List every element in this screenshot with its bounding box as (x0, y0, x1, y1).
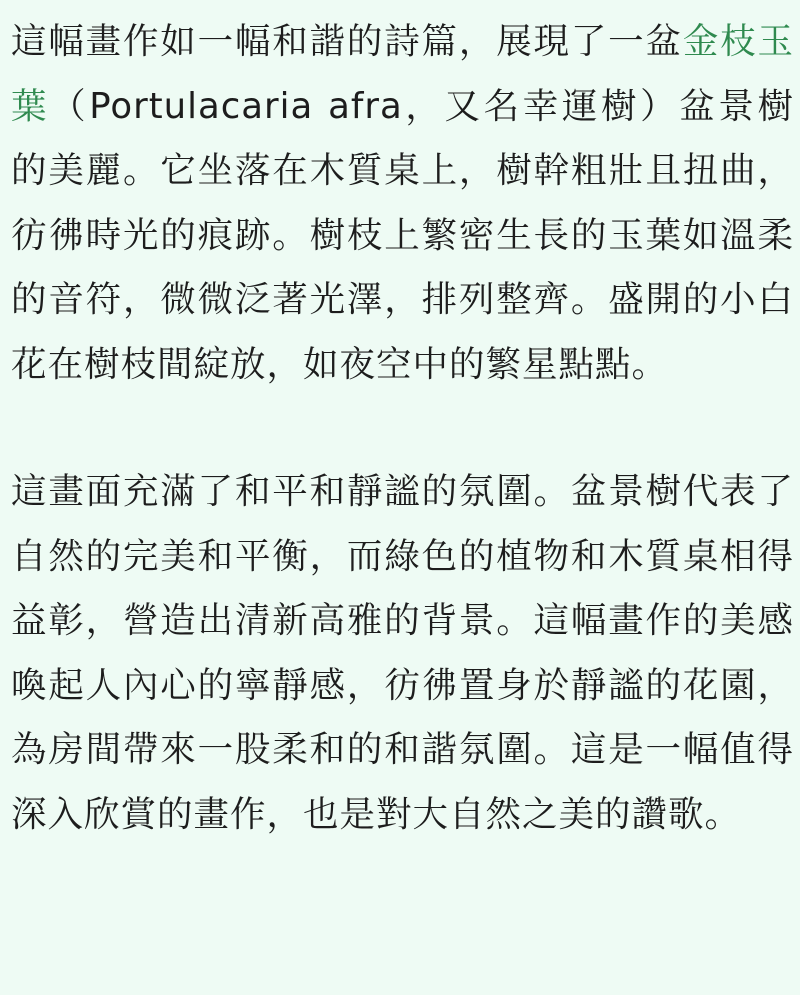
plant-name-link[interactable]: 金枝玉葉 (11, 21, 794, 127)
paragraph-1-rest: （Portulacaria afra，又名幸運樹）盆景樹的美麗。它坐落在木質桌上，樹幹粗壯且扭曲，彷彿時光的痕跡。樹枝上繁密生長的玉葉如溫柔的音符，微微泛著光澤，排列整齊。盛開的小白花在樹枝間綻放，如夜空中的繁星點點。 (11, 85, 794, 385)
paragraph-1-lead: 這幅畫作如一幅和諧的詩篇，展現了一盆 (11, 21, 683, 62)
paragraph-1 (11, 10, 794, 397)
paragraph-2: 這畫面充滿了和平和靜謐的氛圍。盆景樹代表了自然的完美和平衡，而綠色的植物和木質桌相得益彰，營造出清新高雅的背景。這幅畫作的美感喚起人內心的寧靜感，彷彿置身於靜謐的花園，為房間帶來一股柔和的和諧氛圍。這是一幅值得深入欣賞的畫作，也是對大自然之美的讚歌。 (11, 471, 794, 835)
